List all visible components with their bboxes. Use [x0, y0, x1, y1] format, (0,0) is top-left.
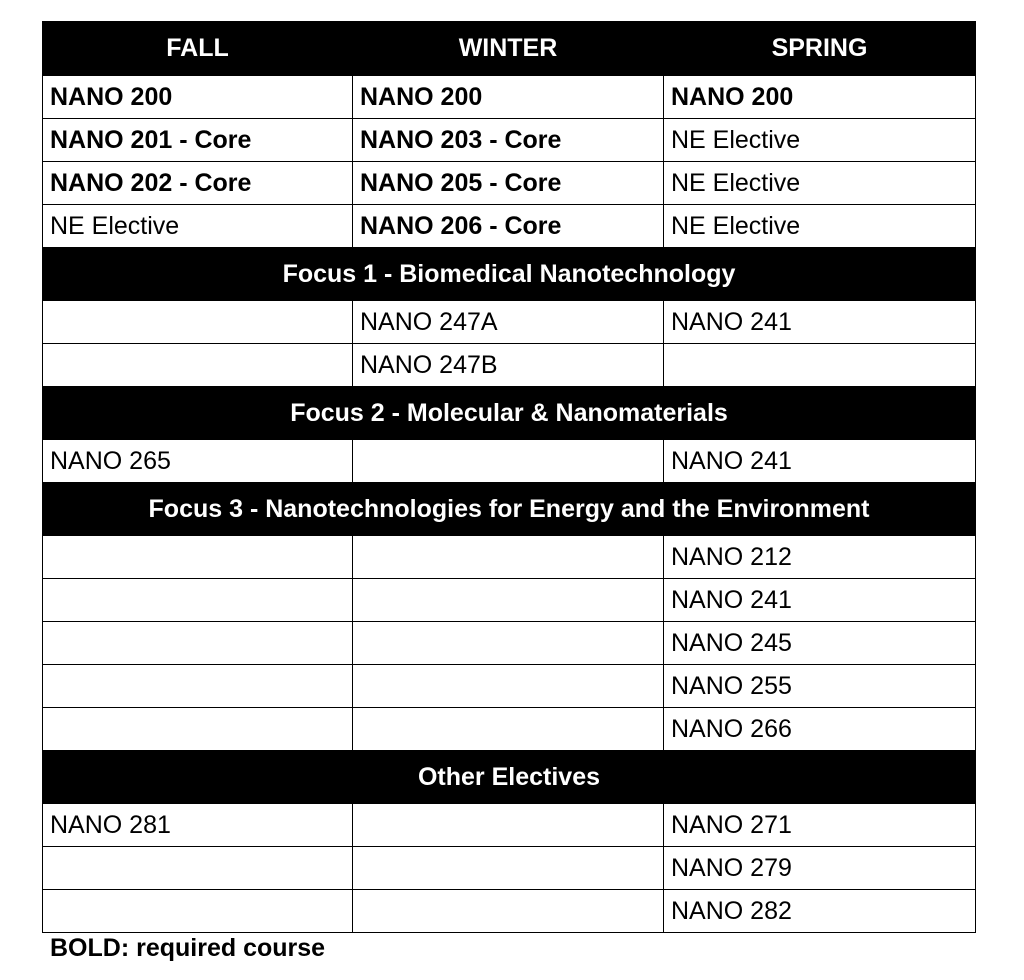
- header-winter: WINTER: [353, 22, 664, 76]
- core-row: [43, 205, 976, 248]
- course-cell-fall: NANO 200: [43, 76, 353, 119]
- course-row: [43, 622, 976, 665]
- course-cell-winter: NANO 247A: [353, 301, 664, 344]
- course-cell-winter: [353, 890, 664, 933]
- section-title: Focus 2 - Molecular & Nanomaterials: [43, 387, 976, 440]
- course-cell-winter: [353, 708, 664, 751]
- course-row: [43, 579, 976, 622]
- core-row: [43, 119, 976, 162]
- course-cell-winter: NANO 205 - Core: [353, 162, 664, 205]
- course-row: [43, 665, 976, 708]
- course-cell-spring: [664, 344, 976, 387]
- course-cell-winter: [353, 665, 664, 708]
- header-fall: FALL: [43, 22, 353, 76]
- course-cell-fall: [43, 579, 353, 622]
- section-header-row: [43, 248, 976, 301]
- course-row: [43, 440, 976, 483]
- course-cell-fall: NANO 201 - Core: [43, 119, 353, 162]
- core-row: [43, 76, 976, 119]
- course-cell-winter: [353, 536, 664, 579]
- course-cell-spring: NANO 255: [664, 665, 976, 708]
- header-spring: SPRING: [664, 22, 976, 76]
- course-row: [43, 536, 976, 579]
- header-row: [43, 22, 976, 76]
- course-cell-winter: NANO 203 - Core: [353, 119, 664, 162]
- course-cell-spring: NANO 266: [664, 708, 976, 751]
- course-cell-fall: NE Elective: [43, 205, 353, 248]
- section-title: Focus 3 - Nanotechnologies for Energy and the Environment: [43, 483, 976, 536]
- course-cell-spring: NANO 241: [664, 440, 976, 483]
- course-row: [43, 890, 976, 933]
- course-cell-winter: [353, 847, 664, 890]
- course-cell-spring: NANO 279: [664, 847, 976, 890]
- course-row: [43, 708, 976, 751]
- course-cell-fall: NANO 202 - Core: [43, 162, 353, 205]
- course-cell-fall: NANO 281: [43, 804, 353, 847]
- course-cell-fall: [43, 622, 353, 665]
- section-title: Focus 1 - Biomedical Nanotechnology: [43, 248, 976, 301]
- section-header-row: [43, 483, 976, 536]
- course-cell-spring: NANO 241: [664, 301, 976, 344]
- course-cell-fall: [43, 847, 353, 890]
- course-cell-spring: NE Elective: [664, 119, 976, 162]
- course-cell-spring: NANO 212: [664, 536, 976, 579]
- course-cell-winter: [353, 579, 664, 622]
- course-row: [43, 804, 976, 847]
- section-title: Other Electives: [43, 751, 976, 804]
- course-cell-fall: [43, 536, 353, 579]
- course-cell-winter: NANO 247B: [353, 344, 664, 387]
- course-row: [43, 847, 976, 890]
- course-cell-winter: NANO 206 - Core: [353, 205, 664, 248]
- core-row: [43, 162, 976, 205]
- course-cell-winter: NANO 200: [353, 76, 664, 119]
- course-cell-spring: NANO 245: [664, 622, 976, 665]
- course-cell-fall: [43, 665, 353, 708]
- legend-note: BOLD: required course: [50, 934, 326, 962]
- course-cell-spring: NE Elective: [664, 162, 976, 205]
- course-cell-fall: NANO 265: [43, 440, 353, 483]
- course-row: [43, 301, 976, 344]
- course-cell-fall: [43, 890, 353, 933]
- course-cell-spring: NANO 200: [664, 76, 976, 119]
- course-cell-fall: [43, 344, 353, 387]
- course-cell-spring: NANO 241: [664, 579, 976, 622]
- section-header-row: [43, 387, 976, 440]
- course-cell-winter: [353, 622, 664, 665]
- course-cell-winter: [353, 804, 664, 847]
- course-cell-fall: [43, 301, 353, 344]
- course-cell-spring: NANO 282: [664, 890, 976, 933]
- course-schedule-table: [42, 21, 976, 933]
- course-row: [43, 344, 976, 387]
- course-cell-winter: [353, 440, 664, 483]
- course-cell-spring: NE Elective: [664, 205, 976, 248]
- section-header-row: [43, 751, 976, 804]
- course-cell-fall: [43, 708, 353, 751]
- course-cell-spring: NANO 271: [664, 804, 976, 847]
